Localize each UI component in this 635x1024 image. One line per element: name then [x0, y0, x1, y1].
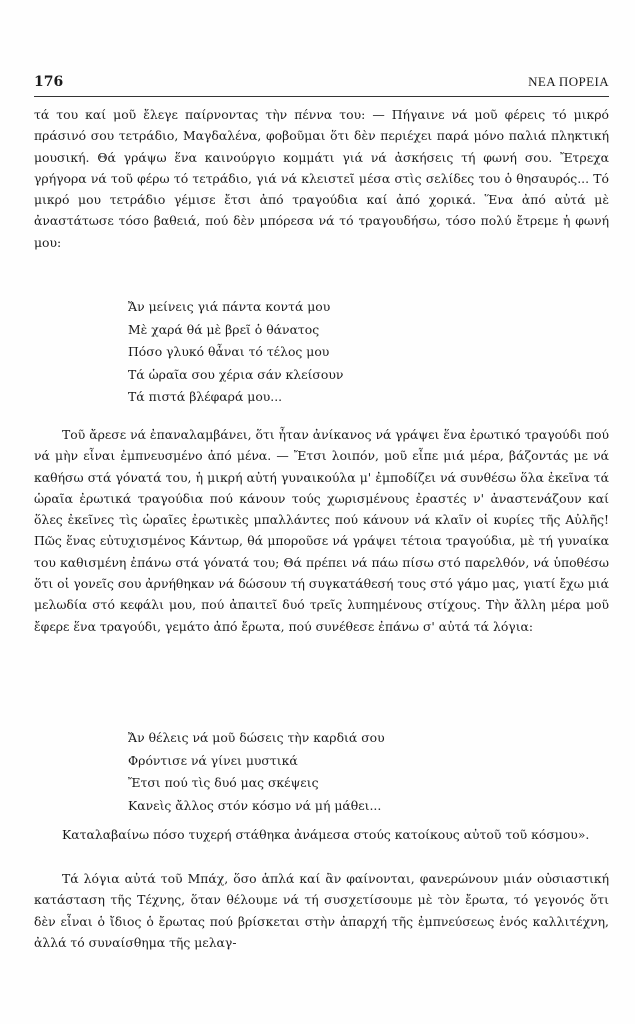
page-header [34, 74, 609, 97]
verse-line: Κανεὶς ἄλλος στόν κόσμο νά μή μάθει... [128, 797, 382, 813]
verse-line: Φρόντισε νά γίνει μυστικά [128, 752, 298, 768]
verse-line: Τά πιστά βλέφαρά μου... [128, 389, 283, 404]
verse-line: Πόσο γλυκό θἆναι τό τέλος μου [128, 344, 330, 359]
verse-line: Ἄν θέλεις νά μοῦ δώσεις τὴν καρδιά σου [128, 730, 385, 745]
verse-line: Ἄν μείνεις γιά πάντα κοντά μου [128, 299, 331, 314]
verse-block-2 [128, 727, 568, 817]
paragraph-1: τά του καί μοῦ ἔλεγε παίρνοντας τὴν πέννα του: — Πήγαινε νά μοῦ φέρεις τό μικρό πράσινό σου τετράδιο, Μαγδαλένα, φοβοῦμαι ὅτι δὲν περιέχει παρά μόνο παλιά πληκτική μουσική. Θά γράψω ἕνα καινούργιο κομμάτι γιά νά ἀσκήσεις τή φωνή σου. Ἔτρεχα γρήγορα νά τοῦ φέρω τό τετράδιο, γιά νά κλειστεῖ μέσα στὶς σελίδες του ὁ θησαυρός... Τό μικρό μου τετράδιο γέμισε ἔτσι ἀπό τραγούδια καί ἀπό χορικά. Ἕνα ἀπό αὐτά μὲ ἀναστάτωσε τόσο βαθειά, πού δὲν μπόρεσα νά τό τραγουδήσω, τόσο πολύ ἔτρεμε ἡ φωνή μου: [34, 107, 609, 250]
paragraph-3: Καταλαβαίνω πόσο τυχερή στάθηκα ἀνάμεσα στούς κατοίκους αὐτοῦ τοῦ κόσμου». [62, 827, 590, 842]
paragraph-4: Τά λόγια αὐτά τοῦ Μπάχ, ὅσο ἁπλά καί ἂν φαίνονται, φανερώνουν μιάν οὐσιαστική κατάσταση τῆς Τέχνης, ὅταν θέλουμε νά τή συσχετίσουμε μὲ τὸν ἔρωτα, τό γεγονός ὅτι δὲν εἶναι ὁ ἴδιος ὁ ἔρωτας πού βρίσκεται στὴν ἀπαρχή τῆς ἐμπνεύσεως ἑνός καλλιτέχνη, ἀλλά τό συναίσθημα τῆς μελαγ- [34, 871, 609, 950]
verse-line: Τά ὡραῖα σου χέρια σάν κλείσουν [128, 366, 344, 382]
verse-line: Μὲ χαρά θά μὲ βρεῖ ὁ θάνατος [128, 321, 320, 337]
verse-block-1 [128, 296, 568, 409]
page-number: 176 [34, 74, 64, 90]
verse-line: Ἔτσι πού τὶς δυό μας σκέψεις [128, 775, 319, 790]
running-head: ΝΕΑ ΠΟΡΕΙΑ [528, 74, 609, 89]
paragraph-2: Τοῦ ἄρεσε νά ἐπαναλαμβάνει, ὅτι ἦταν ἀνίκανος νά γράψει ἕνα ἐρωτικό τραγούδι πού νά μὴν εἶναι ἐμπνευσμένο ἀπό μένα. — Ἔτσι λοιπόν, μοῦ εἶπε μιά μέρα, βάζοντάς με νά καθήσω στά γόνατά του, ἡ μικρή αὐτή γυναικούλα μ' ἐμποδίζει νά συνθέσω ὅλα ἐκεῖνα τά ὡραῖα ἐρωτικά τραγούδια πού κάνουν τούς χωρισμένους ἐραστές ν' ἀναστενάζουν καί ὅλες ἐκεῖνες τὶς ὡραῖες ἐρωτικὲς μπαλλάντες πού κάνουν νά κλαῖν οἱ κυρίες τῆς Αὐλῆς! Πῶς ἕνας εὐτυχισμένος Κάντωρ, θά μποροῦσε νά γράψει τέτοια τραγούδια, μὲ τή γυναίκα του καθισμένη ἐπάνω στά γόνατά του; Θά πρέπει νά πάω πίσω στό παρελθόν, νά ὑποθέσω ὅτι οἱ γονεῖς σου ἀρνήθηκαν νά δώσουν τή συγκατάθεσή τους στό γάμο μας, γιατί ἔχω μιά μελωδία στό κεφάλι μου, πού ἀπαιτεῖ δυό τρεῖς λυπημένους στίχους. Τὴν ἄλλη μέρα μοῦ ἔφερε ἕνα τραγούδι, γεμάτο ἀπό ἔρωτα, πού συνέθεσε ἐπάνω σ' αὐτά τά λόγια: [34, 427, 610, 634]
